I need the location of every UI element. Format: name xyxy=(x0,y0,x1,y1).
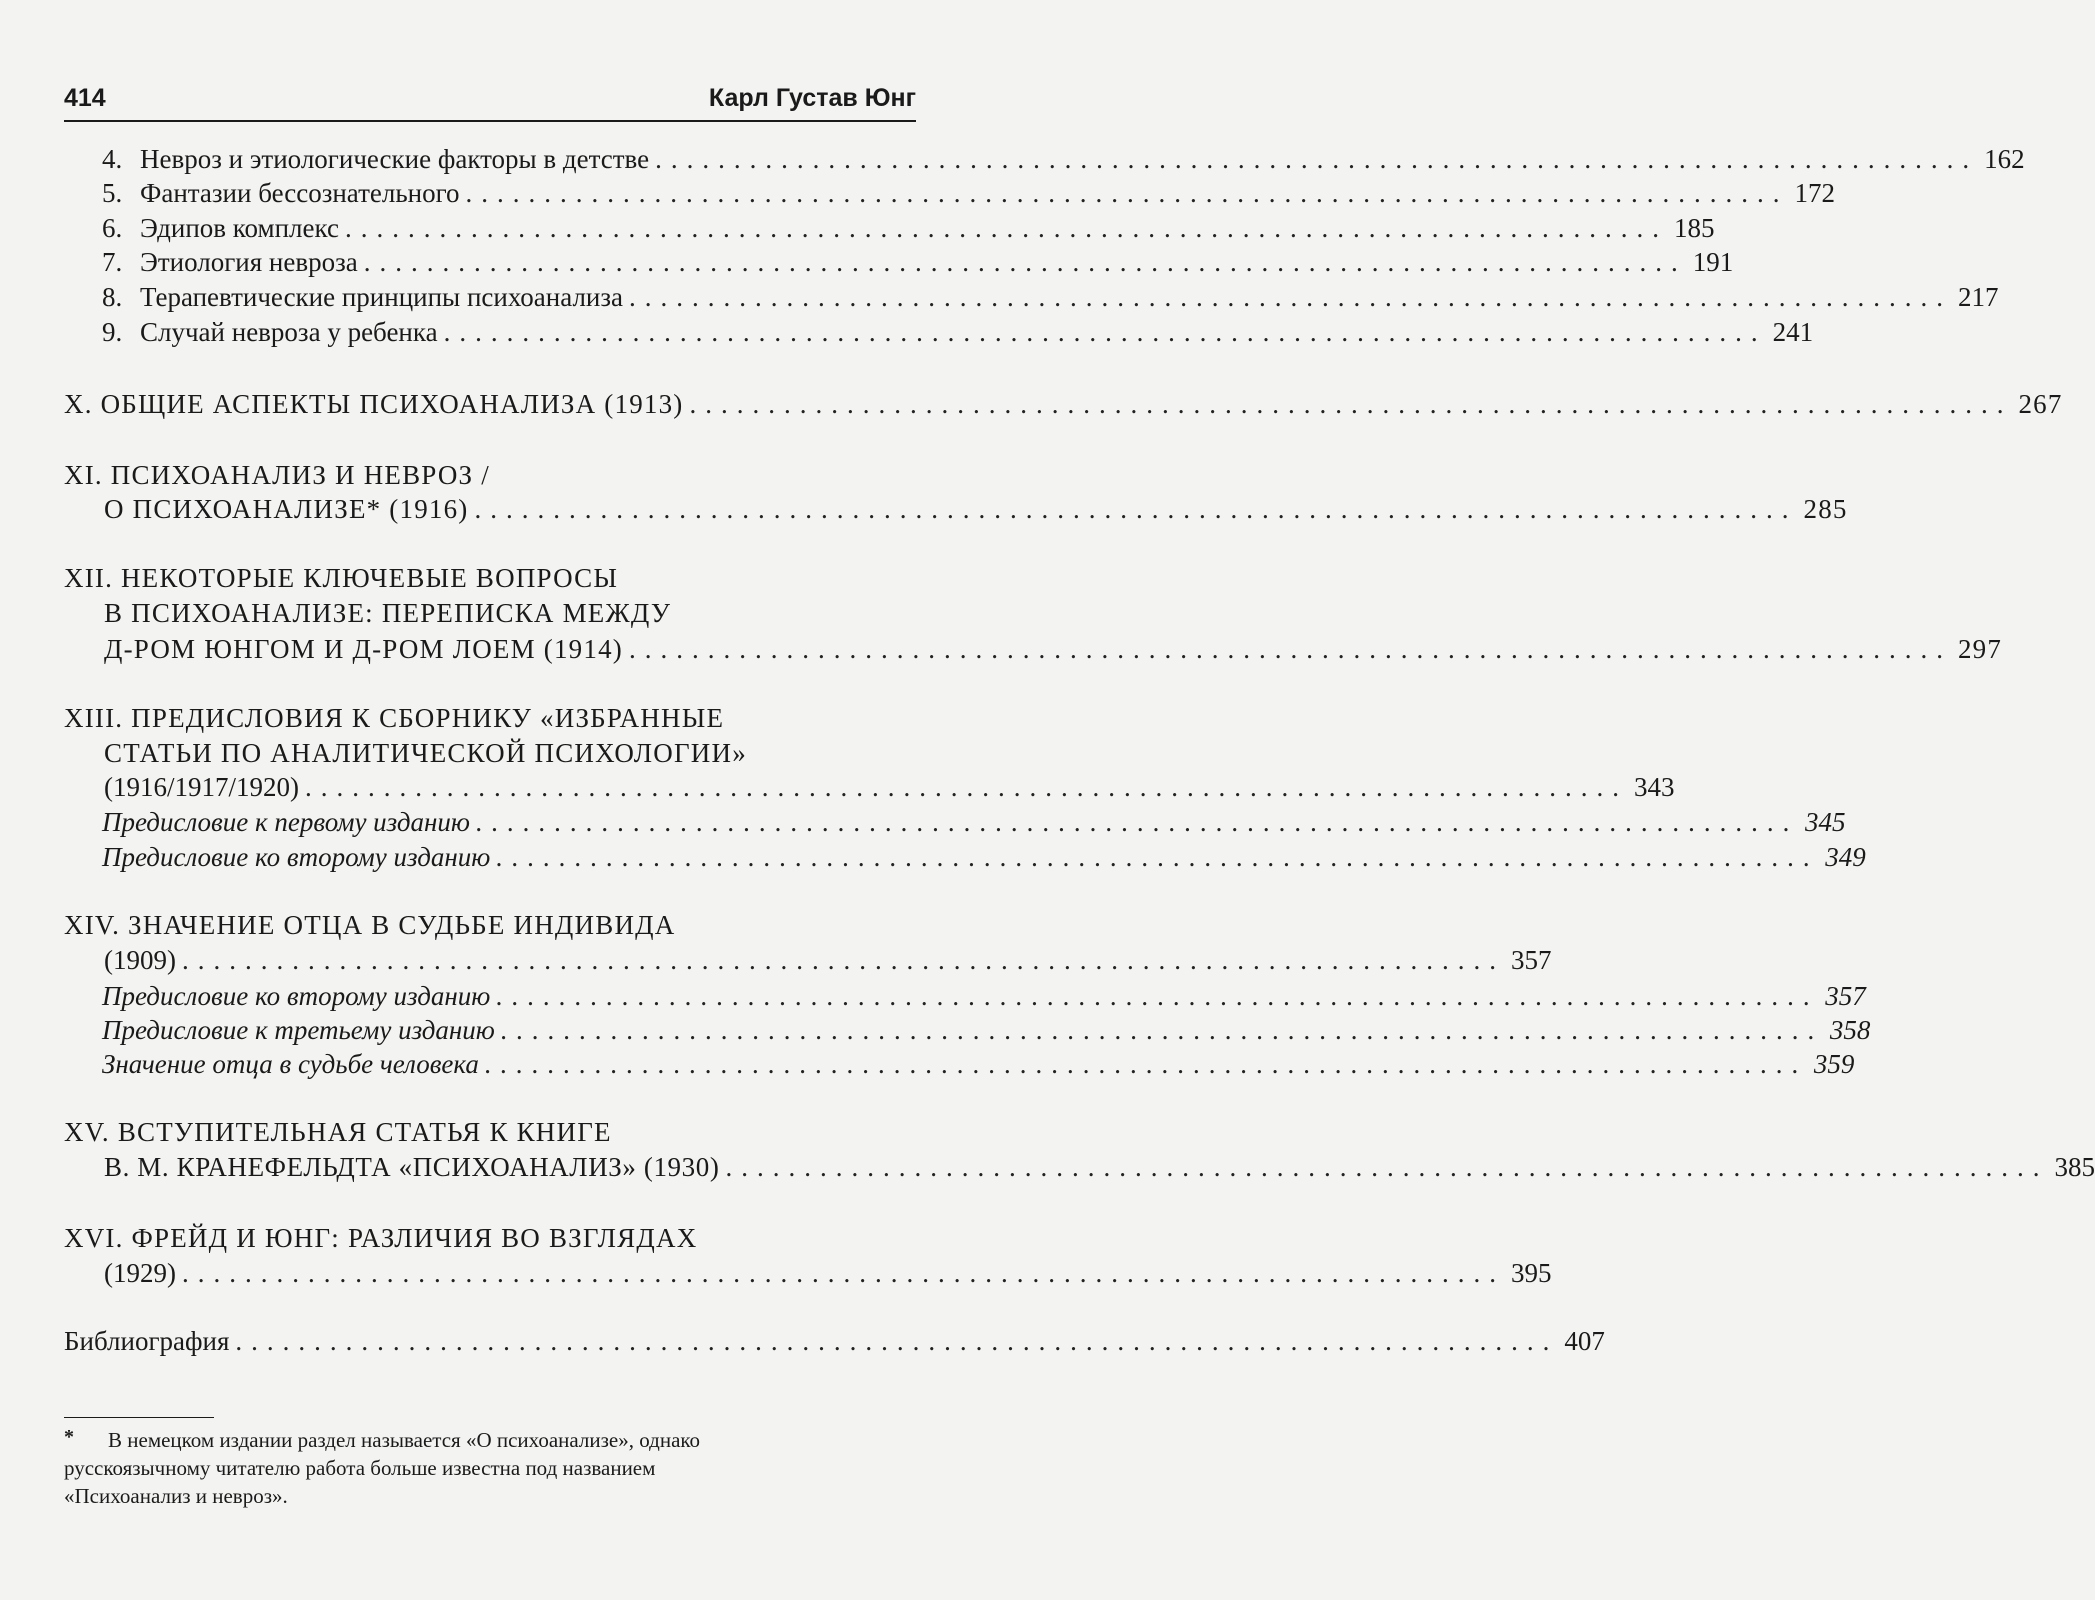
footnote-line: «Психоанализ и невроз». xyxy=(64,1484,288,1508)
toc-entry: 8. Терапевтические принципы психоанализа .................................................................................... 217 xyxy=(102,282,1999,312)
toc-section-xv: В. М. КРАНЕФЕЛЬДТА «ПСИХОАНАЛИЗ» (1930) .................................................................................... 385 xyxy=(104,1152,2095,1182)
toc-section-xiii-line2: СТАТЬИ ПО АНАЛИТИЧЕСКОЙ ПСИХОЛОГИИ» xyxy=(104,738,747,768)
toc-section-xiv: (1909) .................................................................................... 357 xyxy=(104,945,1552,975)
toc-entry: 5. Фантазии бессознательного .................................................................................... 172 xyxy=(102,178,1836,208)
footnote-text xyxy=(64,1426,916,1510)
toc-entry: 4. Невроз и этиологические факторы в детстве .................................................................................... 162 xyxy=(102,144,2025,174)
leader-dots: .................................................................................... xyxy=(181,945,1505,975)
toc-subentry: Предисловие ко второму изданию .................................................................................... 349 xyxy=(102,842,1866,872)
toc-entry: 9. Случай невроза у ребенка .................................................................................... 241 xyxy=(102,317,1814,347)
leader-dots: .................................................................................... xyxy=(305,772,1628,802)
toc-section-xvi: (1929) .................................................................................... 395 xyxy=(104,1258,1552,1288)
footnote-line: В немецком издании раздел называется «О психоанализе», однако xyxy=(108,1428,701,1452)
toc-section-xii: Д-РОМ ЮНГОМ И Д-РОМ ЛОЕМ (1914) .................................................................................... 297 xyxy=(104,634,2003,664)
leader-dots: .................................................................................... xyxy=(181,1258,1505,1288)
leader-dots: .................................................................................... xyxy=(474,494,1798,524)
leader-dots: .................................................................................... xyxy=(500,1015,1824,1045)
leader-dots: .................................................................................... xyxy=(496,842,1820,872)
leader-dots: .................................................................................... xyxy=(628,634,1952,664)
leader-dots: .................................................................................... xyxy=(465,178,1789,208)
page-number: 414 xyxy=(64,84,106,112)
leader-dots: .................................................................................... xyxy=(629,282,1953,312)
leader-dots: .................................................................................... xyxy=(655,144,1979,174)
toc-entry: 6. Эдипов комплекс .................................................................................... 185 xyxy=(102,213,1715,243)
toc-section-xvi-line1: XVI. ФРЕЙД И ЮНГ: РАЗЛИЧИЯ ВО ВЗГЛЯДАХ xyxy=(64,1223,698,1253)
toc-section-xiii: (1916/1917/1920) .................................................................................... 343 xyxy=(104,772,1675,802)
toc-section-xii-line2: В ПСИХОАНАЛИЗЕ: ПЕРЕПИСКА МЕЖДУ xyxy=(104,598,672,628)
leader-dots: .................................................................................... xyxy=(496,981,1820,1011)
toc-section-xiii-line1: XIII. ПРЕДИСЛОВИЯ К СБОРНИКУ «ИЗБРАННЫЕ xyxy=(64,703,725,733)
toc-bibliography: Библиография .................................................................................... 407 xyxy=(64,1326,1605,1356)
footnote-line: русскоязычному читателю работа больше известна под названием xyxy=(64,1456,656,1480)
leader-dots: .................................................................................... xyxy=(363,247,1687,277)
leader-dots: .................................................................................... xyxy=(443,317,1767,347)
toc-section-xi-line1: XI. ПСИХОАНАЛИЗ И НЕВРОЗ / xyxy=(64,460,490,490)
toc-section-xii-line1: XII. НЕКОТОРЫЕ КЛЮЧЕВЫЕ ВОПРОСЫ xyxy=(64,563,619,593)
toc-subentry: Предисловие к третьему изданию .................................................................................... 358 xyxy=(102,1015,1871,1045)
leader-dots: .................................................................................... xyxy=(484,1049,1808,1079)
footnote-divider xyxy=(64,1417,214,1418)
toc-subentry: Предисловие ко второму изданию .................................................................................... 357 xyxy=(102,981,1866,1011)
toc-section-xv-line1: XV. ВСТУПИТЕЛЬНАЯ СТАТЬЯ К КНИГЕ xyxy=(64,1117,612,1147)
toc-entry: 7. Этиология невроза .................................................................................... 191 xyxy=(102,247,1734,277)
toc-subentry: Предисловие к первому изданию .................................................................................... 345 xyxy=(102,807,1846,837)
leader-dots: .................................................................................... xyxy=(689,389,2013,419)
toc-section-x: X. ОБЩИЕ АСПЕКТЫ ПСИХОАНАЛИЗА (1913) .................................................................................... 267 xyxy=(64,389,2063,419)
toc-section-xiv-line1: XIV. ЗНАЧЕНИЕ ОТЦА В СУДЬБЕ ИНДИВИДА xyxy=(64,910,676,940)
footnote-mark: * xyxy=(64,1426,74,1448)
leader-dots: .................................................................................... xyxy=(344,213,1668,243)
leader-dots: .................................................................................... xyxy=(475,807,1799,837)
leader-dots: .................................................................................... xyxy=(725,1152,2049,1182)
toc-section-xi: О ПСИХОАНАЛИЗЕ* (1916) .................................................................................... 285 xyxy=(104,494,1848,524)
toc-subentry: Значение отца в судьбе человека .................................................................................... 359 xyxy=(102,1049,1855,1079)
running-header xyxy=(64,78,916,122)
leader-dots: .................................................................................... xyxy=(235,1326,1559,1356)
running-header-author: Карл Густав Юнг xyxy=(708,84,916,112)
